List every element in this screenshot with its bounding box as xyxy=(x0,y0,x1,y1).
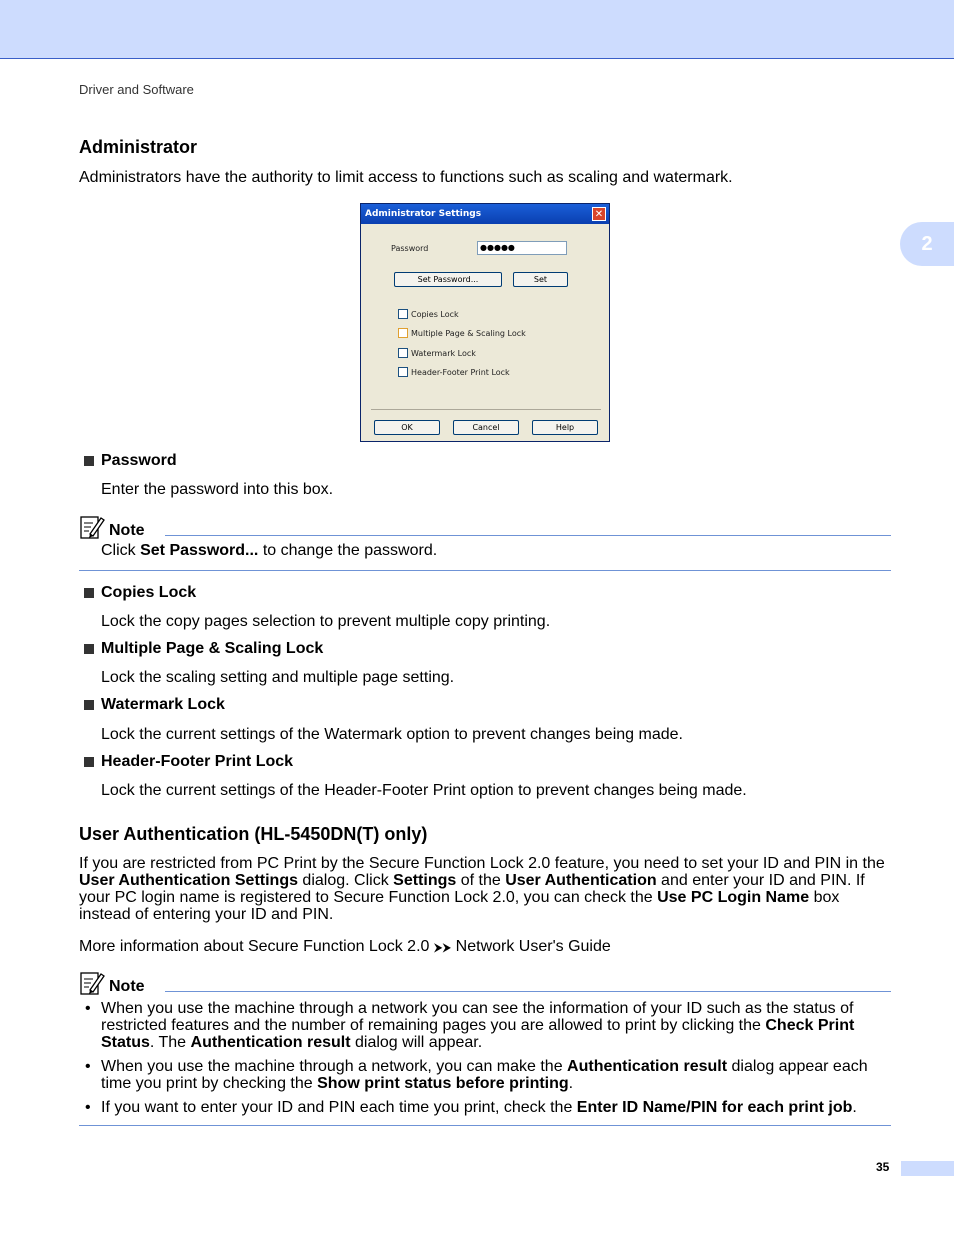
multiple-page-heading xyxy=(84,640,323,658)
administrator-settings-dialog xyxy=(360,203,610,442)
copies-lock-description: Lock the copy pages selection to prevent multiple copy printing. xyxy=(101,613,551,630)
checkbox-label: Watermark Lock xyxy=(411,348,476,358)
multiple-page-description: Lock the scaling setting and multiple page setting. xyxy=(101,669,455,686)
checkbox-icon xyxy=(398,367,408,377)
section-title-administrator: Administrator xyxy=(79,137,198,157)
bullet-square-icon xyxy=(84,700,94,710)
more-info-paragraph: More information about Secure Function Lock 2.0 ⮞⮞ Network User's Guide xyxy=(79,938,611,955)
note-label: Note xyxy=(109,522,145,539)
dialog-separator xyxy=(371,409,601,410)
bullet-square-icon xyxy=(84,588,94,598)
dialog-title-bar xyxy=(361,204,609,224)
password-label: Password xyxy=(391,244,429,253)
checkbox-label: Multiple Page & Scaling Lock xyxy=(411,328,526,338)
heading-text: Copies Lock xyxy=(101,584,197,601)
ok-button[interactable]: OK xyxy=(374,420,440,435)
bullet-square-icon xyxy=(84,757,94,767)
pencil-note-icon xyxy=(79,514,105,540)
checkbox-label: Copies Lock xyxy=(411,309,459,319)
checkbox-label: Header-Footer Print Lock xyxy=(411,367,510,377)
note-bullet-list xyxy=(85,1000,891,1123)
pencil-note-icon xyxy=(79,970,105,996)
heading-text: Multiple Page & Scaling Lock xyxy=(101,640,324,657)
chapter-tab: 2 xyxy=(900,222,954,266)
note-box xyxy=(79,510,891,560)
watermark-lock-checkbox[interactable] xyxy=(398,348,476,358)
close-icon[interactable]: ✕ xyxy=(592,207,606,221)
set-button[interactable]: Set xyxy=(513,272,568,287)
multiple-page-scaling-lock-checkbox[interactable] xyxy=(398,328,526,338)
bullet-square-icon xyxy=(84,644,94,654)
password-description: Enter the password into this box. xyxy=(101,481,334,498)
note-bottom-rule xyxy=(79,1125,891,1126)
copies-lock-checkbox[interactable] xyxy=(398,309,459,319)
list-item: • When you use the machine through a network you can see the information of your ID such as the status of restricted features and the number of remaining pages you are allowed to print by clicking the Check Print Status. The Authentication result dialog will appear. xyxy=(85,1000,855,1051)
checkbox-icon xyxy=(398,309,408,319)
watermark-lock-description: Lock the current settings of the Watermark option to prevent changes being made. xyxy=(101,726,683,743)
heading-text: Password xyxy=(101,452,177,469)
cancel-button[interactable]: Cancel xyxy=(453,420,519,435)
footer-band xyxy=(901,1161,954,1176)
network-guide-link[interactable]: Network User's Guide xyxy=(451,938,611,955)
heading-text: Header-Footer Print Lock xyxy=(101,753,294,770)
header-footer-print-lock-checkbox[interactable] xyxy=(398,367,510,377)
password-input[interactable]: ●●●●● xyxy=(477,241,567,255)
list-item: • When you use the machine through a network, you can make the Authentication result dialog appear each time you print by checking the Show print status before printing. xyxy=(85,1058,868,1092)
section-title-user-authentication: User Authentication (HL-5450DN(T) only) xyxy=(79,824,428,844)
password-heading xyxy=(84,452,177,470)
double-arrow-icon: ⮞⮞ xyxy=(433,940,452,954)
note-text: Click Set Password... to change the password. xyxy=(101,542,438,559)
list-item: • If you want to enter your ID and PIN each time you print, check the Enter ID Name/PIN for each print job. xyxy=(85,1099,857,1116)
dialog-title: Administrator Settings xyxy=(365,209,482,219)
note-label: Note xyxy=(109,978,145,995)
note-box xyxy=(79,966,891,996)
page-number: 35 xyxy=(876,1160,890,1174)
checkbox-icon xyxy=(398,348,408,358)
header-footer-description: Lock the current settings of the Header-Footer Print option to prevent changes being made. xyxy=(101,782,747,799)
watermark-lock-heading xyxy=(84,696,225,714)
bullet-square-icon xyxy=(84,456,94,466)
heading-text: Watermark Lock xyxy=(101,696,225,713)
header-footer-heading xyxy=(84,753,293,771)
administrator-intro: Administrators have the authority to limit access to functions such as scaling and watermark. xyxy=(79,169,733,186)
checkbox-icon xyxy=(398,328,408,338)
running-title: Driver and Software xyxy=(79,82,194,97)
copies-lock-heading xyxy=(84,584,196,602)
help-button[interactable]: Help xyxy=(532,420,598,435)
header-band xyxy=(0,0,954,59)
note-bottom-rule xyxy=(79,570,891,571)
note-top-rule xyxy=(165,535,891,536)
note-top-rule xyxy=(165,991,891,992)
set-password-button[interactable]: Set Password... xyxy=(394,272,502,287)
user-auth-paragraph: If you are restricted from PC Print by the Secure Function Lock 2.0 feature, you need to set your ID and PIN in the User Authentication Settings dialog. Click Settings of the User Authentication and enter your ID and PIN. If your PC login name is registered to Secure Function Lock 2.0, you can check the Use PC Login Name box instead of entering your ID and PIN. xyxy=(79,855,885,923)
